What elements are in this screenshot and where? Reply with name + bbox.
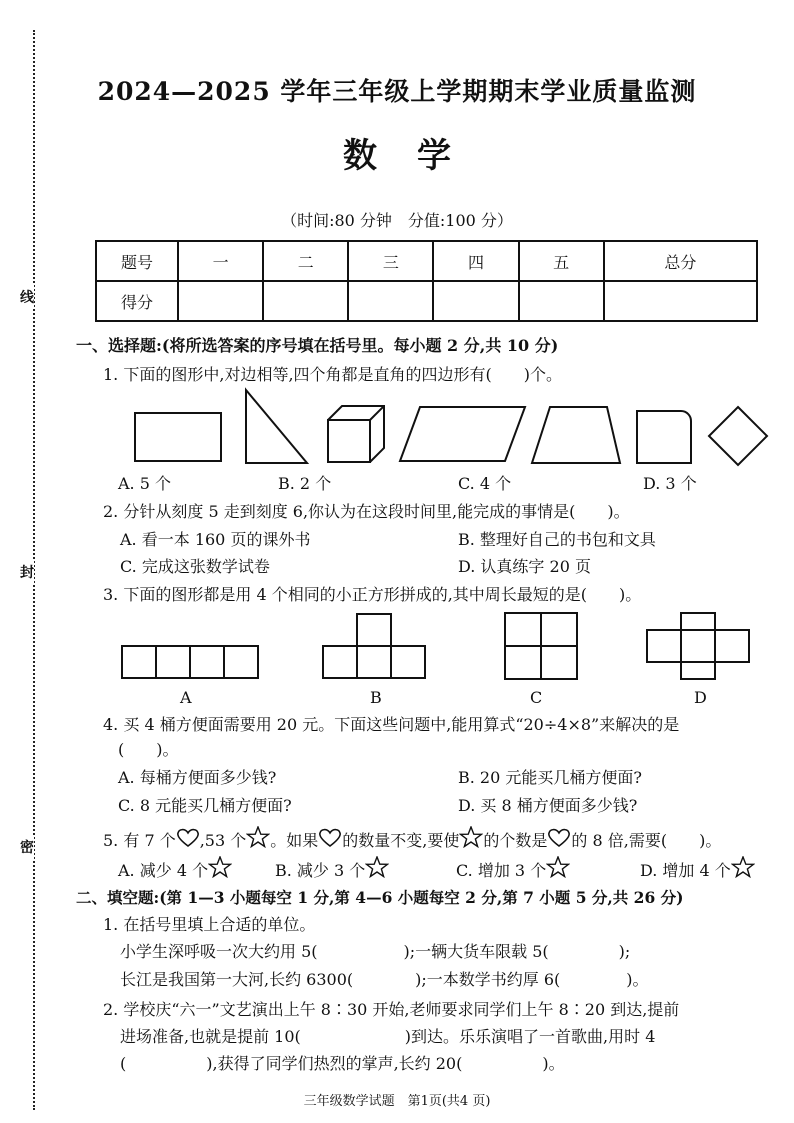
exam-title: 2024—2025 学年三年级上学期期末学业质量监测 xyxy=(97,77,697,106)
q4-stem: 4. 买 4 桶方便面需要用 20 元。下面这些问题中,能用算式“20÷4×8”来解决的是 xyxy=(103,715,680,734)
q5-text-5: 的个数是 xyxy=(483,831,548,850)
q3-shapes xyxy=(115,605,765,685)
trapezoid-shape xyxy=(532,407,620,463)
s2-q2-text: 进场准备,也就是提前 10( xyxy=(120,1027,301,1046)
heart-icon xyxy=(547,828,571,848)
s2-q1-text: 长江是我国第一大河,长约 6300( xyxy=(120,970,354,989)
s2-q1-text: );一本数学书约厚 6( xyxy=(415,970,561,989)
q1-option-b: B. 2 个 xyxy=(278,474,332,493)
star-icon xyxy=(459,826,483,848)
star-icon xyxy=(246,826,270,848)
score-table-cell: 五 xyxy=(519,241,604,281)
q1-option-d: D. 3 个 xyxy=(643,474,697,493)
q3-label-a: A xyxy=(180,688,192,707)
shape-b-t-shape xyxy=(323,614,425,678)
q5-option-c xyxy=(456,856,570,881)
q2-option-a: A. 看一本 160 页的课外书 xyxy=(120,530,311,549)
q3-label-b: B xyxy=(370,688,382,707)
star-icon xyxy=(208,856,232,878)
score-input-cell[interactable] xyxy=(178,281,263,321)
score-table-cell: 总分 xyxy=(604,241,757,281)
score-table-score-row xyxy=(96,281,757,321)
q2-option-d: D. 认真练字 20 页 xyxy=(458,557,591,576)
q5-text-6: 的 8 倍,需要( )。 xyxy=(571,831,722,850)
s2-q1-text: )。 xyxy=(626,970,649,989)
score-table-header-row xyxy=(96,241,757,281)
margin-char-xian: 线 xyxy=(20,285,34,309)
score-table-cell: 题号 xyxy=(96,241,178,281)
margin-char-mi: 密 xyxy=(20,835,34,859)
score-input-cell[interactable] xyxy=(604,281,757,321)
q3-stem: 3. 下面的图形都是用 4 个相同的小正方形拼成的,其中周长最短的是( )。 xyxy=(103,585,642,604)
q5-stem xyxy=(103,826,721,851)
s2-q2-text: )到达。乐乐演唱了一首歌曲,用时 4 xyxy=(404,1027,656,1046)
q5-option-b-text: B. 减少 3 个 xyxy=(275,861,366,880)
shape-a-four-in-row xyxy=(122,646,258,678)
s2-q2-line3 xyxy=(120,1054,565,1074)
cube-shape xyxy=(328,406,384,462)
s2-q1-line2 xyxy=(120,970,649,990)
q5-text-1: 5. 有 7 个 xyxy=(103,831,176,850)
margin-char-feng: 封 xyxy=(20,560,34,584)
q5-text-2: ,53 个 xyxy=(199,831,247,850)
q1-stem: 1. 下面的图形中,对边相等,四个角都是直角的四边形有( )个。 xyxy=(103,365,563,384)
q3-label-c: C xyxy=(530,688,543,707)
q5-text-3: 。如果 xyxy=(270,831,319,850)
rounded-square-shape xyxy=(637,411,691,463)
s2-q2-text: )。 xyxy=(542,1054,565,1073)
q5-option-d xyxy=(640,856,755,881)
shape-c-square xyxy=(505,613,577,679)
q5-option-c-text: C. 增加 3 个 xyxy=(456,861,547,880)
q2-stem: 2. 分针从刻度 5 走到刻度 6,你认为在这段时间里,能完成的事情是( )。 xyxy=(103,502,630,521)
diamond-shape xyxy=(709,407,767,465)
s2-q1-stem: 1. 在括号里填上合适的单位。 xyxy=(103,915,316,934)
parallelogram-shape xyxy=(400,407,525,461)
shape-d-cross xyxy=(647,613,749,679)
q4-option-c: C. 8 元能买几桶方便面? xyxy=(118,796,292,815)
score-input-cell[interactable] xyxy=(348,281,433,321)
q2-option-b: B. 整理好自己的书包和文具 xyxy=(458,530,656,549)
star-icon xyxy=(365,856,389,878)
right-triangle-shape xyxy=(246,390,307,463)
s2-q1-text: ); xyxy=(618,942,631,961)
q5-option-d-text: D. 增加 4 个 xyxy=(640,861,731,880)
score-table-cell: 一 xyxy=(178,241,263,281)
score-table-cell: 四 xyxy=(433,241,518,281)
q5-option-b xyxy=(275,856,389,881)
score-input-cell[interactable] xyxy=(433,281,518,321)
q1-shapes xyxy=(120,385,780,473)
page-footer: 三年级数学试题 第1页(共4 页) xyxy=(303,1094,491,1109)
q2-option-c: C. 完成这张数学试卷 xyxy=(120,557,270,576)
q4-option-d: D. 买 8 桶方便面多少钱? xyxy=(458,796,638,815)
heart-icon xyxy=(176,828,200,848)
q4-stem-bracket: ( )。 xyxy=(118,740,179,759)
s2-q2-text: ),获得了同学们热烈的掌声,长约 20( xyxy=(206,1054,463,1073)
heart-icon xyxy=(318,828,342,848)
exam-info: （时间:80 分钟 分值:100 分） xyxy=(281,211,513,230)
score-table xyxy=(95,240,758,322)
s2-q1-line1 xyxy=(120,942,630,962)
subject-title: 数学 xyxy=(343,136,491,176)
q5-option-a xyxy=(118,856,232,881)
s2-q2-text: ( xyxy=(120,1054,127,1073)
q4-option-b: B. 20 元能买几桶方便面? xyxy=(458,768,642,787)
score-table-cell: 二 xyxy=(263,241,348,281)
q3-label-d: D xyxy=(694,688,707,707)
s2-q1-text: 小学生深呼吸一次大约用 5( xyxy=(120,942,318,961)
score-input-cell[interactable] xyxy=(263,281,348,321)
star-icon xyxy=(731,856,755,878)
score-input-cell[interactable] xyxy=(519,281,604,321)
score-row-label: 得分 xyxy=(96,281,178,321)
q1-option-a: A. 5 个 xyxy=(118,474,171,493)
section2-heading: 二、填空题:(第 1—3 小题每空 1 分,第 4—6 小题每空 2 分,第 7 小题 5 分,共 26 分) xyxy=(76,888,684,907)
q4-option-a: A. 每桶方便面多少钱? xyxy=(118,768,277,787)
star-icon xyxy=(546,856,570,878)
rectangle-shape xyxy=(135,413,221,461)
section1-heading: 一、选择题:(将所选答案的序号填在括号里。每小题 2 分,共 10 分) xyxy=(76,336,559,355)
s2-q1-text: );一辆大货车限载 5( xyxy=(403,942,549,961)
score-table-cell: 三 xyxy=(348,241,433,281)
q1-option-c: C. 4 个 xyxy=(458,474,512,493)
s2-q2-line1: 2. 学校庆“六一”文艺演出上午 8∶30 开始,老师要求同学们上午 8∶20 到达,提前 xyxy=(103,1000,680,1019)
q5-option-a-text: A. 减少 4 个 xyxy=(118,861,209,880)
q5-text-4: 的数量不变,要使 xyxy=(342,831,460,850)
s2-q2-line2 xyxy=(120,1027,655,1047)
